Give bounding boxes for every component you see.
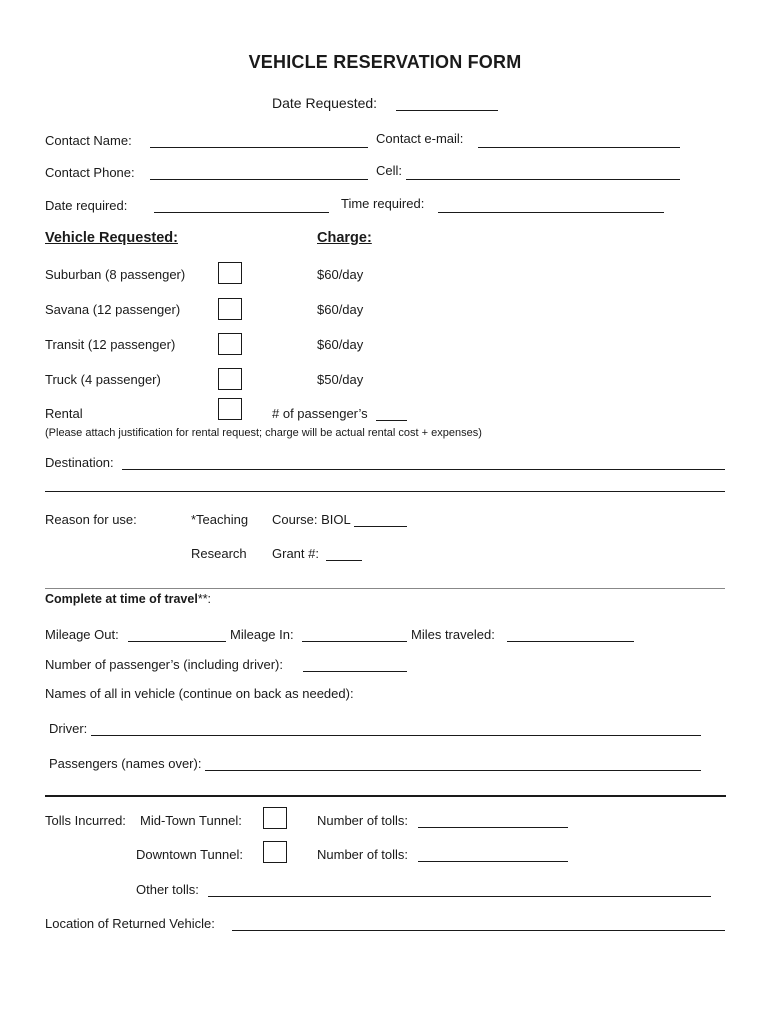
midtown-label: Mid-Town Tunnel: <box>140 813 242 828</box>
vehicle-label-suburban: Suburban (8 passenger) <box>45 267 186 282</box>
course-field[interactable] <box>354 526 407 527</box>
date-required-field[interactable] <box>154 212 329 213</box>
tolls-incurred-label: Tolls Incurred: <box>45 813 126 828</box>
cell-label: Cell: <box>376 163 403 178</box>
other-tolls-field[interactable] <box>208 896 711 897</box>
date-required-label: Date required: <box>45 198 128 213</box>
rental-checkbox[interactable] <box>218 398 242 420</box>
names-label: Names of all in vehicle (continue on back as needed): <box>45 686 354 701</box>
rental-passengers-field[interactable] <box>376 420 407 421</box>
destination-label: Destination: <box>45 455 114 470</box>
tolls-divider <box>45 795 726 797</box>
suburban-checkbox[interactable] <box>218 262 242 284</box>
destination-field[interactable] <box>122 469 725 470</box>
travel-heading-bold: Complete at time of travel <box>45 592 198 606</box>
mileage-in-field[interactable] <box>302 641 407 642</box>
contact-email-field[interactable] <box>478 147 680 148</box>
rental-passengers-label: # of passenger’s <box>272 406 368 421</box>
mileage-in-label: Mileage In: <box>230 627 294 642</box>
grant-field[interactable] <box>326 560 362 561</box>
num-passengers-label: Number of passenger’s (including driver): <box>45 657 283 672</box>
charge-transit: $60/day <box>317 337 364 352</box>
num-passengers-field[interactable] <box>303 671 407 672</box>
mileage-out-label: Mileage Out: <box>45 627 119 642</box>
form-title: VEHICLE RESERVATION FORM <box>248 52 522 72</box>
contact-phone-field[interactable] <box>150 179 368 180</box>
cell-field[interactable] <box>406 179 680 180</box>
vehicle-label-transit: Transit (12 passenger) <box>45 337 176 352</box>
research-option: Research <box>191 546 247 561</box>
miles-traveled-field[interactable] <box>507 641 634 642</box>
mileage-out-field[interactable] <box>128 641 226 642</box>
returned-location-label: Location of Returned Vehicle: <box>45 916 215 931</box>
other-tolls-label: Other tolls: <box>136 882 199 897</box>
vehicle-requested-heading: Vehicle Requested: <box>45 230 178 246</box>
destination-field-line-2[interactable] <box>45 491 725 492</box>
time-required-label: Time required: <box>341 196 425 211</box>
truck-checkbox[interactable] <box>218 368 242 390</box>
travel-heading-suffix: **: <box>197 592 212 606</box>
downtown-num-tolls-label: Number of tolls: <box>317 847 409 862</box>
section-divider <box>45 588 725 589</box>
grant-label: Grant #: <box>272 546 319 561</box>
rental-note: (Please attach justification for rental request; charge will be actual rental cost + expenses) <box>45 427 482 439</box>
teaching-option: *Teaching <box>191 512 249 527</box>
miles-traveled-label: Miles traveled: <box>411 627 495 642</box>
vehicle-label-truck: Truck (4 passenger) <box>45 372 161 387</box>
midtown-checkbox[interactable] <box>263 807 287 829</box>
rental-label: Rental <box>45 406 83 421</box>
date-requested-field[interactable] <box>396 110 498 111</box>
savana-checkbox[interactable] <box>218 298 242 320</box>
contact-phone-label: Contact Phone: <box>45 165 135 180</box>
contact-name-label: Contact Name: <box>45 133 132 148</box>
downtown-checkbox[interactable] <box>263 841 287 863</box>
midtown-num-tolls-label: Number of tolls: <box>317 813 409 828</box>
returned-location-field[interactable] <box>232 930 725 931</box>
downtown-label: Downtown Tunnel: <box>136 847 243 862</box>
charge-suburban: $60/day <box>317 267 364 282</box>
passengers-field[interactable] <box>205 770 701 771</box>
vehicle-label-savana: Savana (12 passenger) <box>45 302 181 317</box>
course-label: Course: BIOL <box>272 512 351 527</box>
travel-heading <box>45 593 211 606</box>
transit-checkbox[interactable] <box>218 333 242 355</box>
driver-label: Driver: <box>49 721 88 736</box>
driver-field[interactable] <box>91 735 701 736</box>
time-required-field[interactable] <box>438 212 664 213</box>
charge-heading: Charge: <box>317 230 372 246</box>
charge-truck: $50/day <box>317 372 364 387</box>
downtown-num-tolls-field[interactable] <box>418 861 568 862</box>
contact-email-label: Contact e-mail: <box>376 131 464 146</box>
midtown-num-tolls-field[interactable] <box>418 827 568 828</box>
passengers-label: Passengers (names over): <box>49 756 202 771</box>
reason-label: Reason for use: <box>45 512 137 527</box>
charge-savana: $60/day <box>317 302 364 317</box>
date-requested-label: Date Requested: <box>272 95 378 111</box>
contact-name-field[interactable] <box>150 147 368 148</box>
